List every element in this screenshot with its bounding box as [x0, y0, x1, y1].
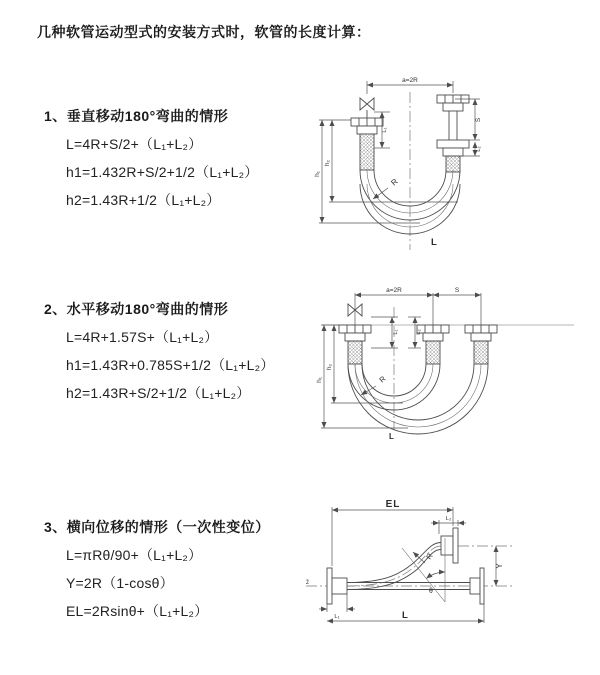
dim-label-l2: L₂ — [416, 329, 422, 335]
dim-label-l1: L₁ — [334, 614, 340, 620]
centerline-mark: z̄ — [306, 580, 309, 586]
formula-line: h2=1.43R+1/2（L₁+L₂） — [66, 192, 221, 208]
section-2-heading: 2、水平移动180°弯曲的情形 — [44, 301, 229, 317]
length-label: L — [389, 432, 394, 441]
dim-label-s: S — [454, 287, 460, 294]
dim-label-a2r: a=2R — [402, 77, 418, 84]
formula-line: L=4R+1.57S+（L₁+L₂） — [66, 329, 219, 345]
dim-label-h2: h₂ — [326, 363, 333, 371]
dim-label-h1: h₁ — [316, 377, 323, 383]
radius-label: R — [424, 551, 435, 562]
page-title: 几种软管运动型式的安装方式时，软管的长度计算： — [37, 24, 371, 40]
diagram-horizontal-move-180-bend — [308, 282, 600, 450]
diagram-lateral-displacement — [298, 496, 600, 650]
dim-label-h2: h₂ — [324, 159, 331, 167]
section-2 — [44, 301, 274, 402]
length-label: L — [431, 237, 437, 248]
dim-label-y: Y — [495, 563, 504, 569]
formula-line: L=4R+S/2+（L₁+L₂） — [66, 136, 203, 152]
radius-label: R — [389, 176, 400, 188]
radius-label: R — [377, 374, 388, 385]
formula-line: h1=1.43R+0.785S+1/2（L₁+L₂） — [66, 357, 275, 373]
dim-label-el: EL — [385, 499, 401, 510]
drawing-lines — [321, 293, 574, 434]
dim-label-h1: h₁ — [314, 171, 321, 177]
dim-label-a2r: a=2R — [386, 287, 402, 294]
formula-line: L=πRθ/90+（L₁+L₂） — [66, 547, 203, 563]
formula-line: h2=1.43R+S/2+1/2（L₁+L₂） — [66, 385, 251, 401]
formula-line: Y=2R（1-cosθ） — [66, 575, 174, 591]
formula-line: EL=2Rsinθ+（L₁+L₂） — [66, 603, 209, 619]
section-3 — [44, 519, 270, 620]
section-3-heading: 3、横向位移的情形（一次性变位） — [44, 519, 270, 535]
dim-label-l1: L₁ — [393, 329, 399, 335]
formula-line: h1=1.432R+S/2+1/2（L₁+L₂） — [66, 164, 259, 180]
drawing-lines — [306, 507, 512, 623]
valve-icon — [360, 98, 374, 110]
angle-label: θ — [429, 588, 433, 595]
section-1-heading: 1、垂直移动180°弯曲的情形 — [44, 108, 229, 124]
length-label: L — [402, 610, 408, 621]
drawing-lines — [319, 81, 480, 250]
diagram-vertical-move-180-bend — [308, 70, 592, 262]
dim-label-l1: L₁ — [382, 127, 388, 133]
dim-label-s: S — [475, 117, 482, 123]
dim-label-l2: L₂ — [445, 516, 452, 522]
dim-label-l2: L₂ — [476, 146, 482, 152]
section-1 — [44, 108, 258, 209]
